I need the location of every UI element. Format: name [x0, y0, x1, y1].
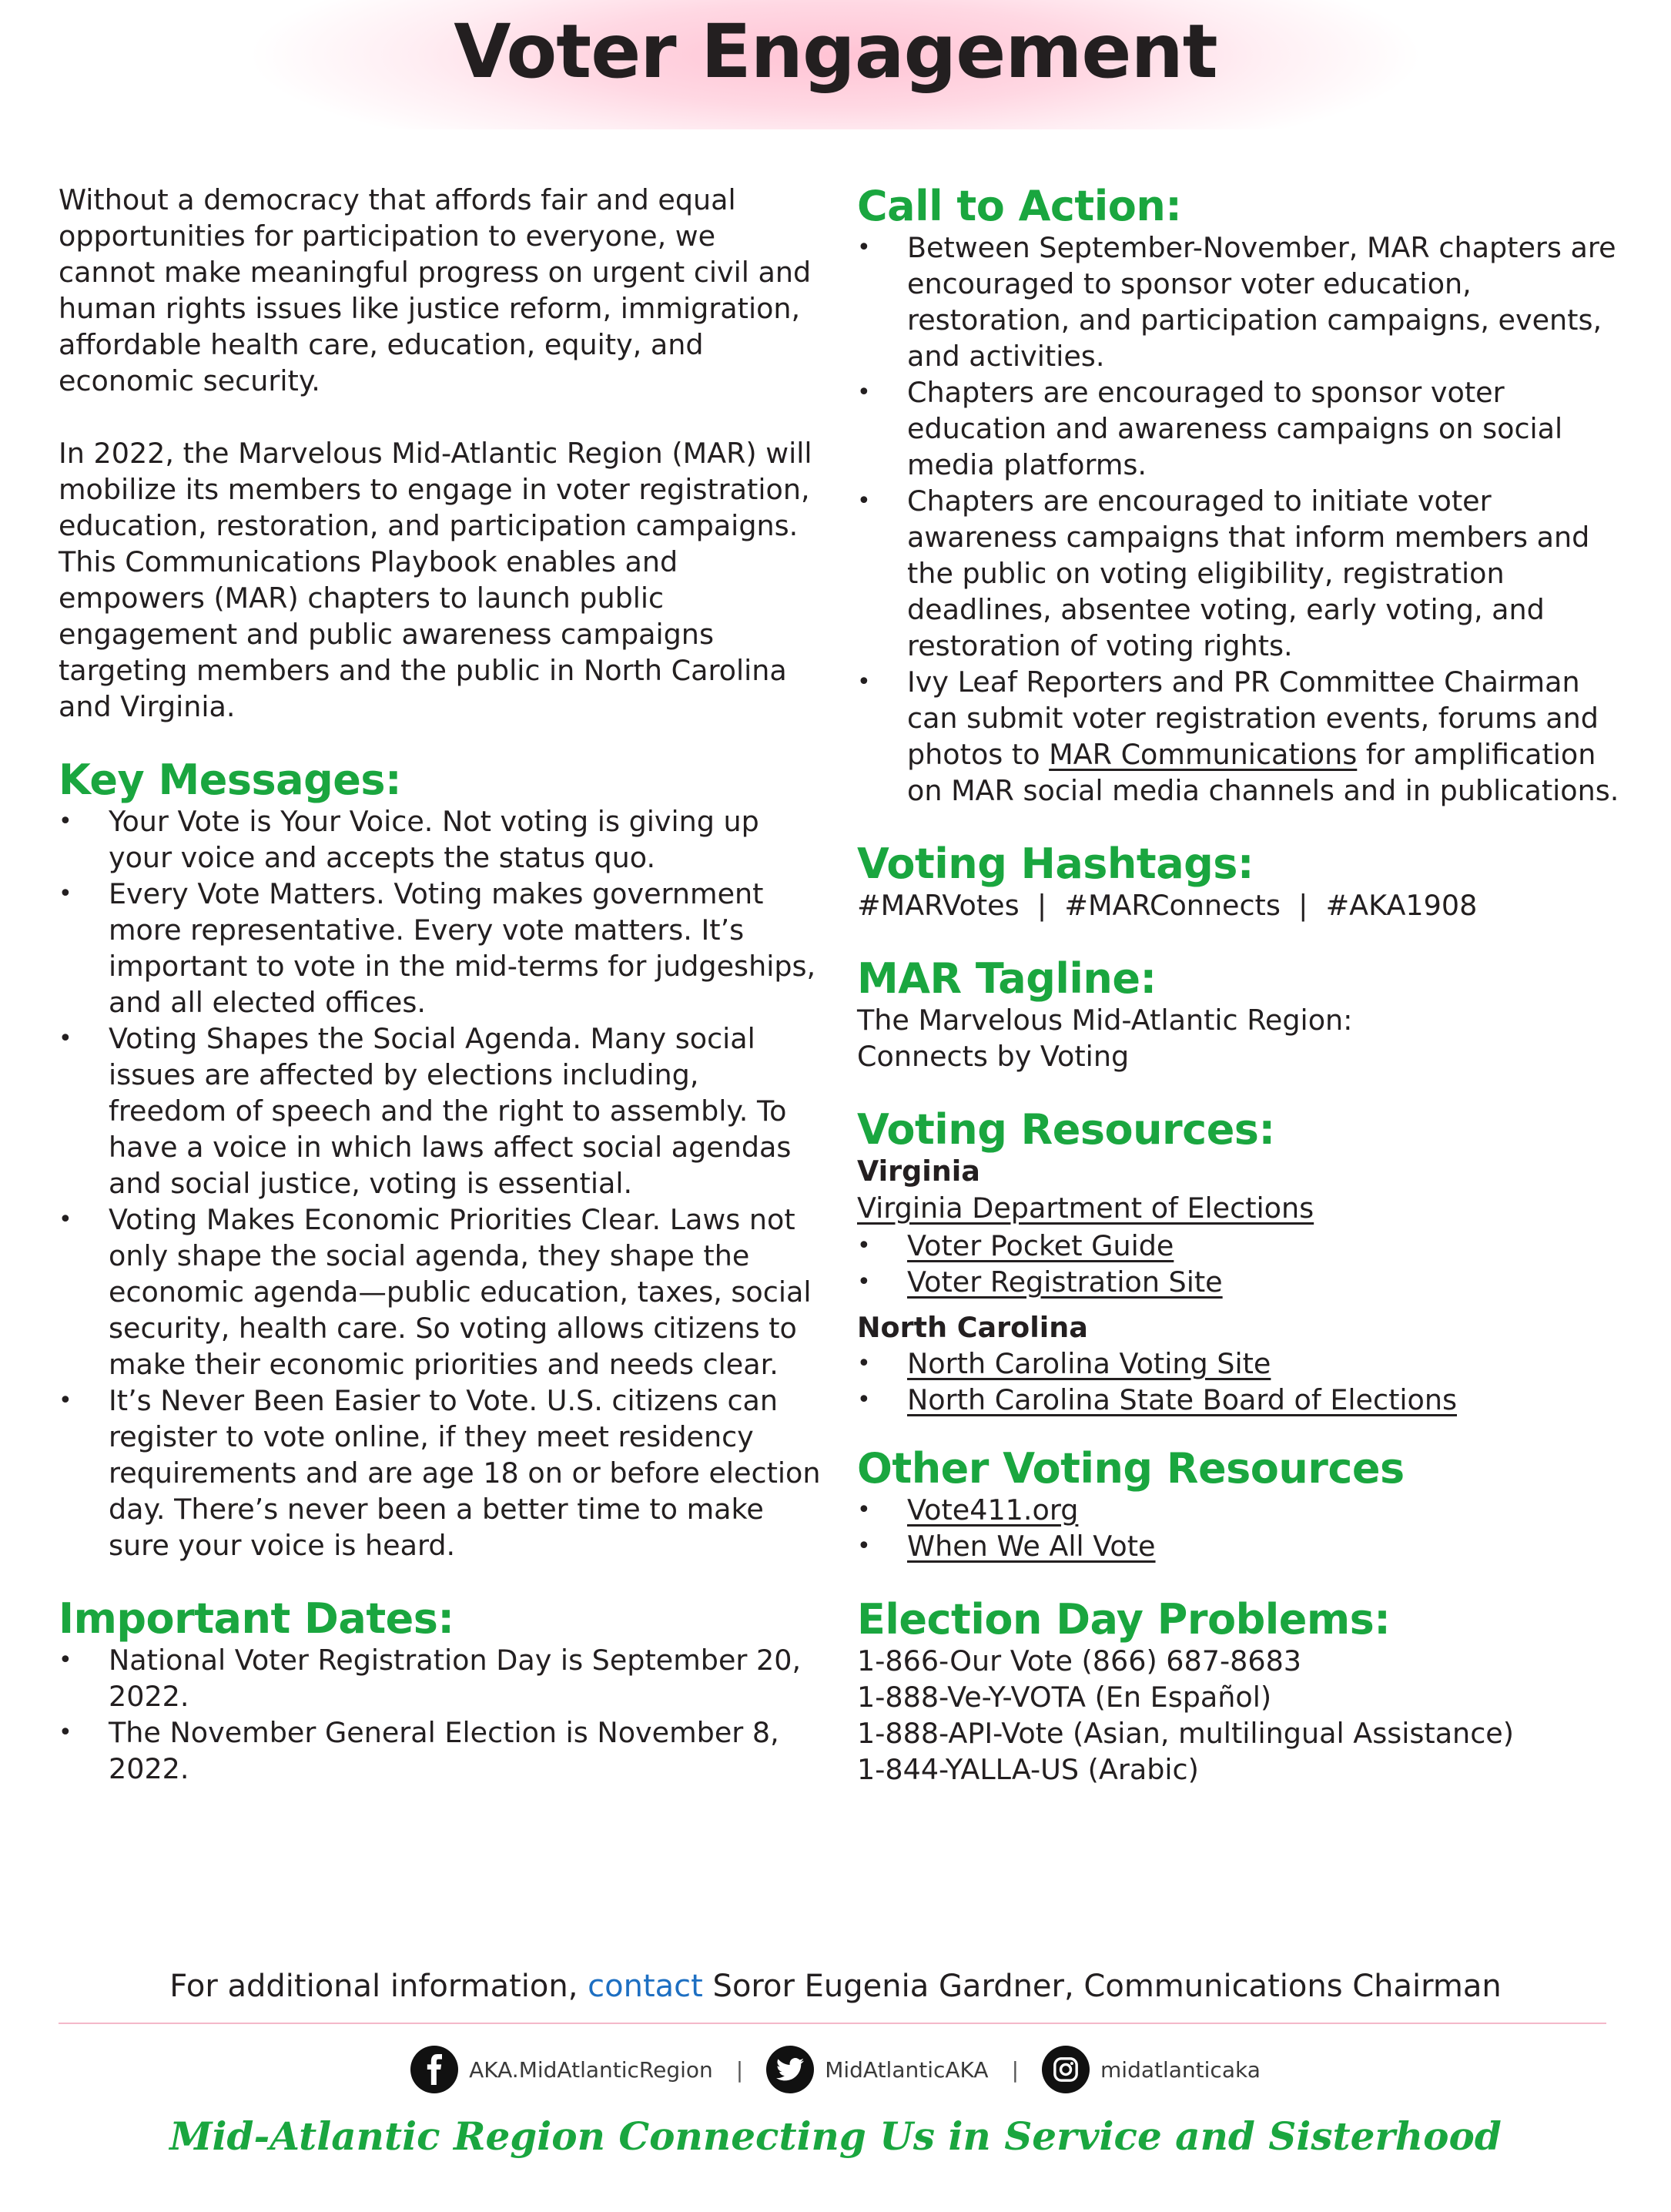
list-item [857, 1492, 1635, 1528]
vote411-link[interactable]: Vote411.org [907, 1493, 1079, 1527]
nc-state-board-link[interactable]: North Carolina State Board of Elections [907, 1383, 1457, 1416]
bullet-icon: • [59, 1647, 72, 1674]
key-messages-list [59, 803, 821, 1563]
intro-paragraph-2: In 2022, the Marvelous Mid-Atlantic Region (MAR) will mobilize its members to engage in voter registration, education, restoration, and participation campaigns. This Communications Playbook enables and empowers (MAR) chapters to launch public engagement and public awareness campaigns targeting members and the public in North Carolina and Virginia. [59, 437, 812, 723]
list-item: • Voting Shapes the Social Agenda. Many social issues are affected by elections including, freedom of speech and the right to assembly. To have a voice in which laws affect social agendas and social justice, voting is essential. [59, 1022, 792, 1200]
header-banner [0, 0, 1671, 129]
facebook-icon[interactable] [410, 2046, 458, 2093]
list-item: • The November General Election is November 8, 2022. [59, 1716, 779, 1785]
mar-communications-link[interactable]: MAR Communications [1049, 738, 1358, 771]
bullet-icon: • [857, 1232, 871, 1259]
important-dates-list [59, 1642, 821, 1787]
voter-registration-site-link[interactable]: Voter Registration Site [907, 1265, 1223, 1299]
footer-tagline: Mid-Atlantic Region Connecting Us in Service and Sisterhood [169, 2113, 1502, 2159]
tagline-line-2: Connects by Voting [857, 1040, 1130, 1073]
voting-hashtags-heading: Voting Hashtags: [857, 840, 1254, 888]
virginia-label: Virginia [857, 1155, 980, 1188]
list-item: • Every Vote Matters. Voting makes government more representative. Every vote matters. It’s important to vote in the mid-terms for judgeships, and all elected offices. [59, 877, 816, 1019]
bullet-icon: • [857, 1350, 871, 1377]
list-item [857, 1264, 1635, 1300]
list-item: • Chapters are encouraged to initiate voter awareness campaigns that inform members and the public on voting eligibility, registration deadlines, absentee voting, early voting, and restoration of voting rights. [857, 484, 1590, 662]
list-item [857, 1528, 1635, 1564]
bullet-icon: • [857, 1496, 871, 1523]
separator: | [735, 2056, 744, 2083]
hotline-line: 1-844-YALLA-US (Arabic) [857, 1753, 1199, 1786]
intro-paragraph-1: Without a democracy that affords fair and equal opportunities for participation to everyone, we cannot make meaningful progress on urgent civil and human rights issues like justice reform, immigration, affordable health care, education, equity, and economic security. [59, 183, 812, 397]
right-column [857, 183, 1635, 1788]
page-title: Voter Engagement [454, 8, 1217, 95]
bullet-icon: • [59, 1387, 72, 1414]
bullet-icon: • [857, 379, 871, 406]
bullet-icon: • [59, 1719, 72, 1746]
voter-pocket-guide-link[interactable]: Voter Pocket Guide [907, 1229, 1174, 1262]
bullet-icon: • [857, 488, 871, 514]
other-resources-list [857, 1492, 1635, 1564]
hotline-line: 1-866-Our Vote (866) 687-8683 [857, 1644, 1302, 1677]
key-messages-heading: Key Messages: [59, 756, 402, 804]
hashtags-text: #MARVotes | #MARConnects | #AKA1908 [857, 889, 1478, 922]
tagline-line-1: The Marvelous Mid-Atlantic Region: [857, 1004, 1353, 1037]
twitter-icon[interactable] [766, 2046, 814, 2093]
voting-resources-heading: Voting Resources: [857, 1105, 1275, 1154]
bullet-icon: • [59, 880, 72, 907]
list-item: • Ivy Leaf Reporters and PR Committee Chairman can submit voter registration events, forums and photos to MAR Communications for amplification on MAR social media channels and in publications. [857, 665, 1619, 807]
hotline-line: 1-888-API-Vote (Asian, multilingual Assistance) [857, 1717, 1514, 1750]
list-item [857, 1346, 1635, 1382]
separator: | [1011, 2056, 1020, 2083]
call-to-action-list [857, 230, 1635, 809]
facebook-handle[interactable]: AKA.MidAtlanticRegion [469, 2056, 713, 2083]
twitter-handle[interactable]: MidAtlanticAKA [825, 2056, 989, 2083]
bullet-icon: • [857, 1269, 871, 1295]
footer-contact-line: For additional information, contact Soror Eugenia Gardner, Communications Chairman [169, 1969, 1502, 2004]
bullet-icon: • [857, 234, 871, 261]
virginia-dept-elections-link[interactable]: Virginia Department of Elections [857, 1191, 1314, 1225]
north-carolina-links-list [857, 1346, 1635, 1418]
bullet-icon: • [857, 1533, 871, 1560]
contact-link[interactable]: contact [588, 1969, 703, 2004]
list-item: • Between September-November, MAR chapters are encouraged to sponsor voter education, restoration, and participation campaigns, events, and activities. [857, 231, 1616, 373]
list-item [857, 1382, 1635, 1418]
important-dates-heading: Important Dates: [59, 1594, 454, 1643]
list-item [857, 1228, 1635, 1264]
bullet-icon: • [857, 1386, 871, 1413]
instagram-handle[interactable]: midatlanticaka [1100, 2056, 1261, 2083]
bullet-icon: • [59, 1025, 72, 1052]
list-item: • National Voter Registration Day is September 20, 2022. [59, 1644, 802, 1713]
hotline-line: 1-888-Ve-Y-VOTA (En Español) [857, 1681, 1272, 1714]
election-day-problems-heading: Election Day Problems: [857, 1595, 1391, 1644]
virginia-links-list [857, 1228, 1635, 1300]
list-item: • Chapters are encouraged to sponsor voter education and awareness campaigns on social media platforms. [857, 376, 1563, 481]
list-item: • Voting Makes Economic Priorities Clear. Laws not only shape the social agenda, they shape the economic agenda—public education, taxes, social security, health care. So voting allows citizens to make their economic priorities and needs clear. [59, 1203, 812, 1381]
footer-divider [59, 2023, 1606, 2024]
social-media-row [0, 2043, 1671, 2096]
north-carolina-label: North Carolina [857, 1311, 1088, 1344]
call-to-action-heading: Call to Action: [857, 182, 1182, 230]
left-column [59, 182, 821, 1787]
bullet-icon: • [59, 1206, 72, 1233]
nc-voting-site-link[interactable]: North Carolina Voting Site [907, 1347, 1271, 1380]
mar-tagline-heading: MAR Tagline: [857, 954, 1157, 1003]
bullet-icon: • [59, 808, 72, 835]
when-we-all-vote-link[interactable]: When We All Vote [907, 1530, 1156, 1563]
list-item: • It’s Never Been Easier to Vote. U.S. citizens can register to vote online, if they meet residency requirements and are age 18 on or before election day. There’s never been a better time to make sure your voice is heard. [59, 1384, 821, 1562]
list-item: • Your Vote is Your Voice. Not voting is giving up your voice and accepts the status quo. [59, 805, 759, 874]
other-voting-resources-heading: Other Voting Resources [857, 1444, 1405, 1493]
instagram-icon[interactable] [1042, 2046, 1090, 2093]
bullet-icon: • [857, 669, 871, 695]
